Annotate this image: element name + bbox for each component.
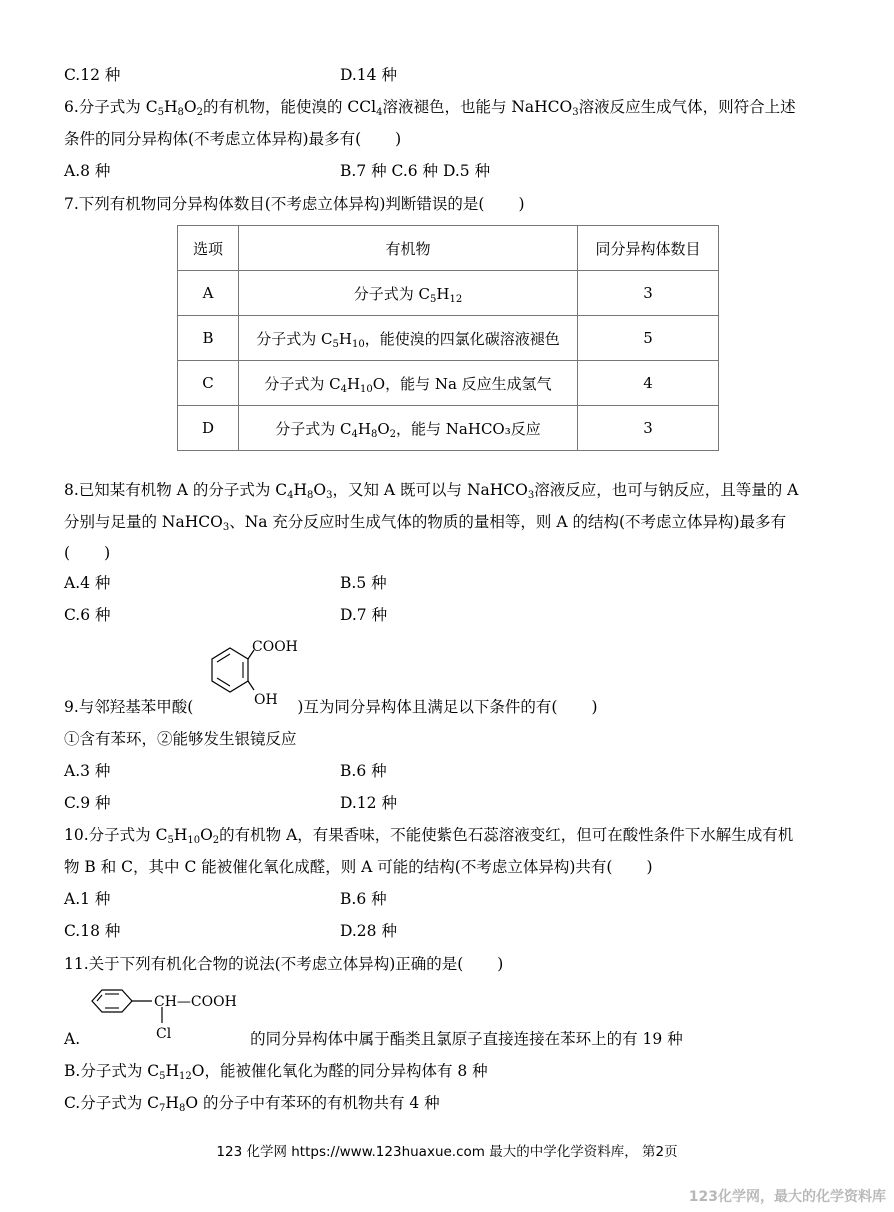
q7-table [177, 225, 719, 451]
q10-stem-line1: 10.分子式为 $C_5H_{10}O_2$的有机物 A，有果香味，不能使紫色石蕊溶液变红，但可在酸性条件下水解生成有机 [64, 826, 794, 846]
q10-option-c: C.18 种 [64, 922, 121, 940]
q8-stem-line1: 8.已知某有机物 A 的分子式为 $C_4H_8O_3$，又知 A 既可以与 NaHCO$_3$溶液反应，也可与钠反应，且等量的 A [64, 481, 799, 501]
q8-options-row2 [64, 605, 388, 625]
q10-options-row1 [64, 889, 387, 909]
q6-options [64, 161, 491, 181]
table-cell-count: 5 [578, 316, 719, 361]
table-row [178, 316, 719, 361]
q10-options-row2 [64, 921, 397, 941]
q11-stem: 11.关于下列有机化合物的说法(不考虑立体异构)正确的是( ) [64, 955, 504, 973]
q9-options-row2 [64, 793, 397, 813]
q9-option-b: B.6 种 [340, 762, 387, 780]
q10-option-d: D.28 种 [340, 922, 397, 940]
table-cell-count: 4 [578, 361, 719, 406]
table-row [178, 406, 719, 451]
q8-options-row1 [64, 573, 387, 593]
q10-option-b: B.6 种 [340, 890, 387, 908]
q6-option-bcd: B.7 种 C.6 种 D.5 种 [340, 162, 491, 180]
page-footer: 123 化学网 https://www.123huaxue.com 最大的中学化学资料库， 第2页 [216, 1144, 678, 1160]
q8-option-a: A.4 种 [64, 574, 111, 592]
q9-option-d: D.12 种 [340, 794, 397, 812]
table-cell-compound: 分子式为 $C_4H_8O_2$，能与 NaHCO₃反应 [239, 406, 578, 451]
table-row [178, 361, 719, 406]
table-cell-count: 3 [578, 406, 719, 451]
table-cell-compound: 分子式为 $C_4H_{10}O$，能与 Na 反应生成氢气 [239, 361, 578, 406]
table-header-cell: 选项 [178, 226, 239, 271]
cooh-label: COOH [252, 639, 298, 655]
q6-stem-line1: 6.分子式为 $C_5H_8O_2$的有机物，能使溴的 CCl$_4$溶液褪色，也能与 NaHCO$_3$溶液反应生成气体，则符合上述 [64, 98, 796, 118]
q9-options-row1 [64, 761, 387, 781]
table-header-cell: 有机物 [239, 226, 578, 271]
q6-stem-line2: 条件的同分异构体(不考虑立体异构)最多有( ) [64, 130, 402, 148]
cl-label: Cl [156, 1026, 172, 1042]
q8-option-d: D.7 种 [340, 606, 388, 624]
table-cell-option: C [178, 361, 239, 406]
q8-stem-line2: 分别与足量的 NaHCO$_3$、Na 充分反应时生成气体的物质的量相等，则 A 的结构(不考虑立体异构)最多有 [64, 513, 787, 533]
q6-option-a: A.8 种 [64, 162, 111, 180]
q10-stem-line2: 物 B 和 C，其中 C 能被催化氧化成醛，则 A 可能的结构(不考虑立体异构)共有( ) [64, 858, 653, 876]
ch-cooh-label: CH—COOH [154, 994, 237, 1010]
oh-label: OH [254, 692, 278, 708]
q9-conditions: ①含有苯环，②能够发生银镜反应 [64, 730, 297, 748]
q8-option-b: B.5 种 [340, 574, 387, 592]
q8-option-c: C.6 种 [64, 606, 111, 624]
q9-option-c: C.9 种 [64, 794, 111, 812]
table-cell-option: D [178, 406, 239, 451]
table-header-cell: 同分异构体数目 [578, 226, 719, 271]
q5-option-d: D.14 种 [340, 66, 397, 84]
q10-option-a: A.1 种 [64, 890, 111, 908]
q11-option-c: C.分子式为 $C_7H_8O$ 的分子中有苯环的有机物共有 4 种 [64, 1094, 440, 1114]
q9-option-a: A.3 种 [64, 762, 111, 780]
q11-option-a: A. 的同分异构体中属于酯类且氯原子直接连接在苯环上的有 19 种 [64, 1030, 683, 1048]
watermark: 123化学网，最大的化学资料库 [688, 1189, 886, 1205]
table-cell-compound: 分子式为 $C_5H_{12}$ [239, 271, 578, 316]
q8-stem-line3: ( ) [64, 544, 111, 562]
q11-option-b: B.分子式为 $C_5H_{12}O$，能被催化氧化为醛的同分异构体有 8 种 [64, 1062, 488, 1082]
table-header-row [178, 226, 719, 271]
table-cell-compound: 分子式为 $C_5H_{10}$，能使溴的四氯化碳溶液褪色 [239, 316, 578, 361]
table-cell-count: 3 [578, 271, 719, 316]
q9-stem: 9.与邻羟基苯甲酸( )互为同分异构体且满足以下条件的有( ) [64, 698, 598, 716]
table-cell-option: B [178, 316, 239, 361]
table-cell-option: A [178, 271, 239, 316]
q7-stem: 7.下列有机物同分异构体数目(不考虑立体异构)判断错误的是( ) [64, 195, 525, 213]
q5-options [64, 65, 397, 85]
table-row [178, 271, 719, 316]
q5-option-c: C.12 种 [64, 66, 121, 84]
